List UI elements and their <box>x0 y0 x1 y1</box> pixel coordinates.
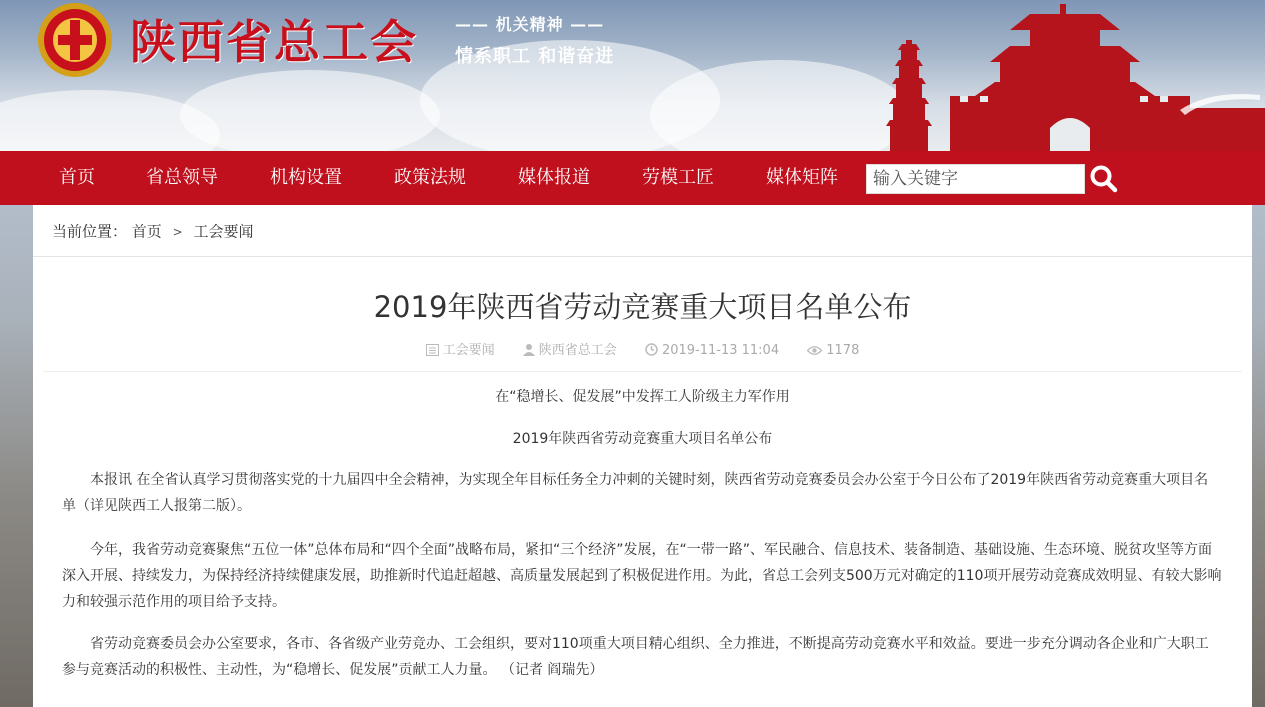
list-icon <box>426 344 439 356</box>
breadcrumb <box>33 205 1252 257</box>
meta-datetime-text: 2019-11-13 11:04 <box>661 343 780 358</box>
search-button[interactable] <box>1088 163 1120 195</box>
site-title: 陕西省总工会 <box>130 15 418 69</box>
eye-icon <box>807 345 822 356</box>
breadcrumb-current-link[interactable]: 工会要闻 <box>193 222 254 241</box>
union-logo-icon[interactable] <box>30 2 120 82</box>
meta-datetime <box>645 343 779 358</box>
meta-category[interactable] <box>426 339 495 358</box>
article-card <box>33 205 1252 707</box>
nav-item-media-reports[interactable]: 媒体报道 <box>518 167 590 188</box>
meta-views-text: 1178 <box>826 343 860 358</box>
nav-item-leaders[interactable]: 省总领导 <box>146 167 218 188</box>
city-wall-illustration <box>880 0 1265 151</box>
nav-item-policies[interactable]: 政策法规 <box>394 167 466 188</box>
article-meta <box>33 339 1252 358</box>
breadcrumb-home-link[interactable]: 首页 <box>131 222 162 241</box>
search-icon <box>1088 163 1120 195</box>
meta-author-text: 陕西省总工会 <box>538 343 617 358</box>
article-heading: 2019年陕西省劳动竞赛重大项目名单公布 <box>512 431 773 447</box>
motto-heading: —— 机关精神 —— <box>455 15 605 34</box>
nav-item-model-workers[interactable]: 劳模工匠 <box>642 167 714 188</box>
breadcrumb-label: 当前位置： <box>52 222 128 241</box>
breadcrumb-separator: > <box>172 224 183 239</box>
nav-item-home[interactable]: 首页 <box>59 167 95 188</box>
clock-icon <box>645 343 658 356</box>
meta-category-text: 工会要闻 <box>442 343 495 358</box>
search-input[interactable] <box>866 164 1085 194</box>
motto-text: 情系职工 和谐奋进 <box>455 46 615 67</box>
header-banner <box>0 0 1265 151</box>
divider <box>43 371 1242 372</box>
article-title: 2019年陕西省劳动竞赛重大项目名单公布 <box>373 290 912 324</box>
article-paragraph: 本报讯 在全省认真学习贯彻落实党的十九届四中全会精神，为实现全年目标任务全力冲刺的关键时刻，陕西省劳动竞赛委员会办公室于今日公布了2019年陕西省劳动竞赛重大项目名单（详见陕西工人报第二版）。 <box>62 472 1209 514</box>
nav-item-organization[interactable]: 机构设置 <box>270 167 342 188</box>
article-subtitle: 在“稳增长、促发展”中发挥工人阶级主力军作用 <box>495 389 790 405</box>
article-paragraph: 省劳动竞赛委员会办公室要求，各市、各省级产业劳竞办、工会组织，要对110项重大项目精心组织、全力推进，不断提高劳动竞赛水平和效益。要进一步充分调动各企业和广大职工参与竞赛活动的积极性、主动性，为“稳增长、促发展”贡献工人力量。 （记者 阎瑞先） <box>62 636 1209 678</box>
article-paragraph: 今年，我省劳动竞赛聚焦“五位一体”总体布局和“四个全面”战略布局，紧扣“三个经济”发展，在“一带一路”、军民融合、信息技术、装备制造、基础设施、生态环境、脱贫攻坚等方面深入开展、持续发力，为保持经济持续健康发展，助推新时代追赶超越、高质量发展起到了积极促进作用。为此，省总工会列支500万元对确定的110项开展劳动竞赛成效明显、有较大影响力和较强示范作用的项目给予支持。 <box>62 542 1222 610</box>
user-icon <box>523 343 535 356</box>
meta-views <box>807 343 859 358</box>
meta-author <box>523 339 617 358</box>
nav-item-media-matrix[interactable]: 媒体矩阵 <box>766 167 838 188</box>
